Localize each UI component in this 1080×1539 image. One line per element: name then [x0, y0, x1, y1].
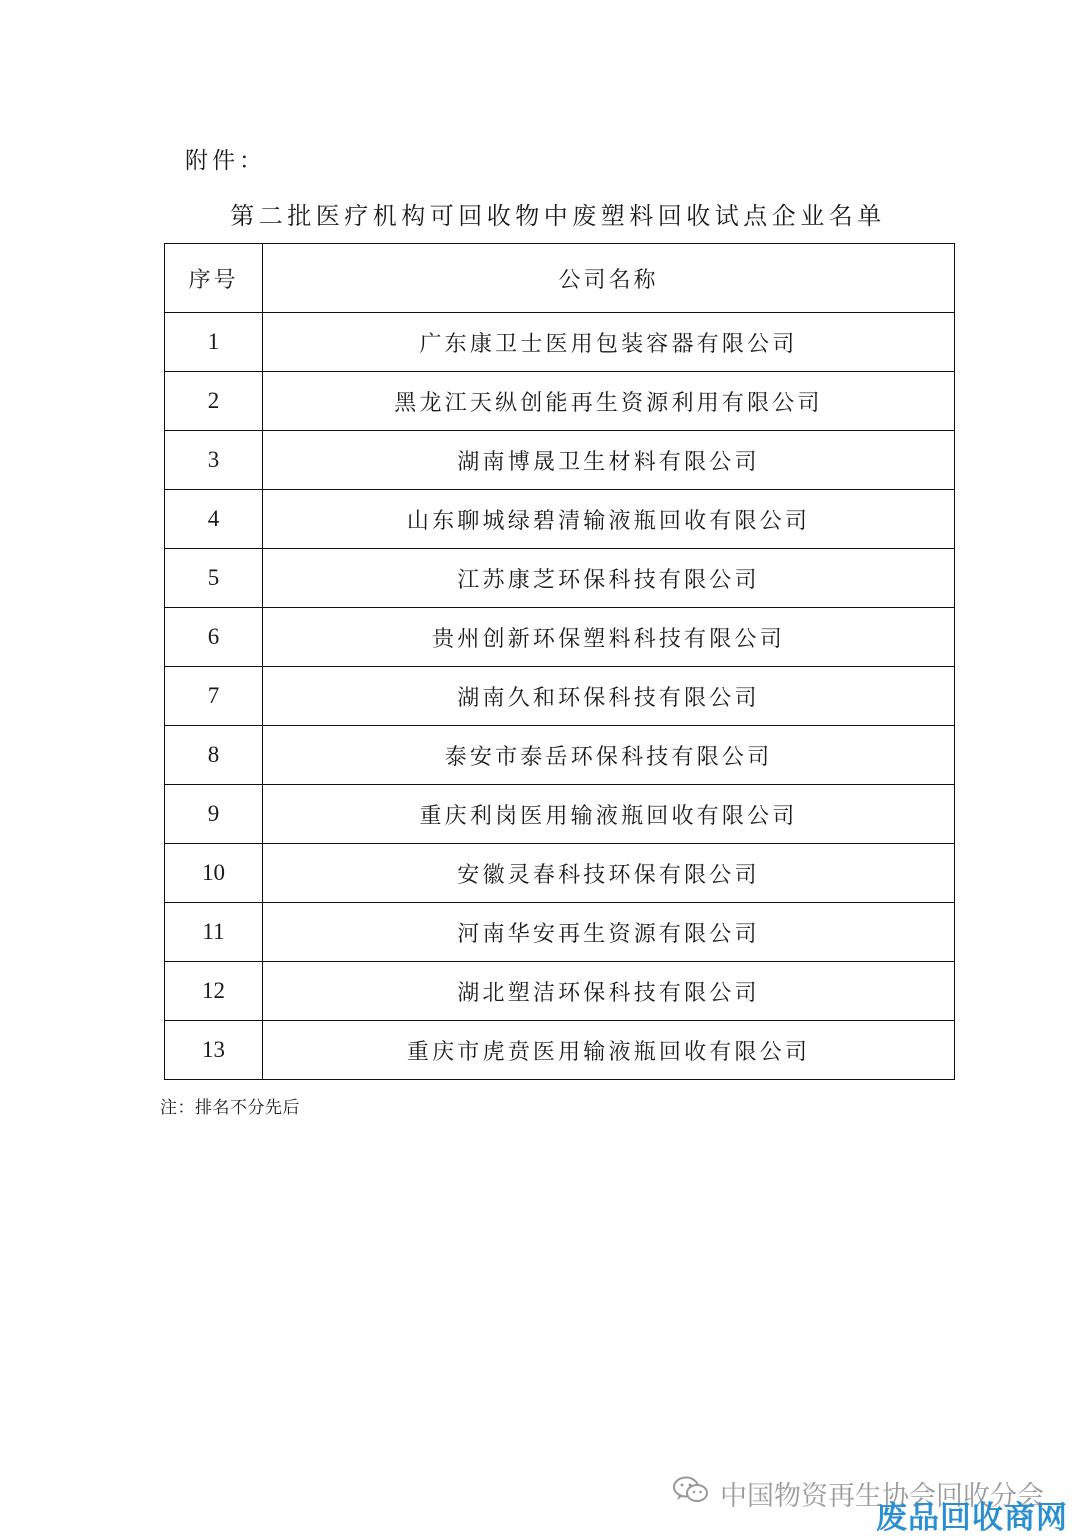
table-row [165, 1021, 955, 1080]
table-header-row [165, 244, 955, 313]
table-row [165, 549, 955, 608]
table-row [165, 962, 955, 1021]
row-number: 4 [165, 490, 263, 549]
row-number: 7 [165, 667, 263, 726]
company-name: 泰安市泰岳环保科技有限公司 [263, 726, 955, 785]
company-name: 江苏康芝环保科技有限公司 [263, 549, 955, 608]
row-number: 5 [165, 549, 263, 608]
table-row [165, 372, 955, 431]
row-number: 13 [165, 1021, 263, 1080]
company-name: 安徽灵春科技环保有限公司 [263, 844, 955, 903]
watermark-text: 中国物资再生协会回收分会 [720, 1481, 1044, 1512]
row-number: 6 [165, 608, 263, 667]
ranking-note: 注：排名不分先后 [160, 1098, 300, 1118]
company-name: 广东康卫士医用包装容器有限公司 [263, 313, 955, 372]
company-name: 山东聊城绿碧清输液瓶回收有限公司 [263, 490, 955, 549]
company-name: 河南华安再生资源有限公司 [263, 903, 955, 962]
table-row [165, 490, 955, 549]
row-number: 12 [165, 962, 263, 1021]
site-logo: 废品回收商网 [876, 1500, 1068, 1536]
company-name: 重庆利岗医用输液瓶回收有限公司 [263, 785, 955, 844]
attachment-label: 附件： [185, 148, 266, 174]
table-row [165, 903, 955, 962]
table-row [165, 667, 955, 726]
company-name: 湖南博晟卫生材料有限公司 [263, 431, 955, 490]
company-name: 贵州创新环保塑料科技有限公司 [263, 608, 955, 667]
company-name: 重庆市虎贲医用输液瓶回收有限公司 [263, 1021, 955, 1080]
wechat-icon [672, 1475, 710, 1512]
table-row [165, 608, 955, 667]
table-row [165, 726, 955, 785]
row-number: 3 [165, 431, 263, 490]
header-serial-number: 序号 [165, 244, 263, 313]
document-title: 第二批医疗机构可回收物中废塑料回收试点企业名单 [230, 202, 886, 230]
company-name: 黑龙江天纵创能再生资源利用有限公司 [263, 372, 955, 431]
table-row [165, 313, 955, 372]
company-name: 湖南久和环保科技有限公司 [263, 667, 955, 726]
row-number: 2 [165, 372, 263, 431]
table-row [165, 431, 955, 490]
company-table [164, 243, 955, 1080]
row-number: 1 [165, 313, 263, 372]
row-number: 11 [165, 903, 263, 962]
row-number: 10 [165, 844, 263, 903]
company-name: 湖北塑洁环保科技有限公司 [263, 962, 955, 1021]
header-company-name: 公司名称 [263, 244, 955, 313]
table-row [165, 785, 955, 844]
row-number: 9 [165, 785, 263, 844]
table-row [165, 844, 955, 903]
row-number: 8 [165, 726, 263, 785]
